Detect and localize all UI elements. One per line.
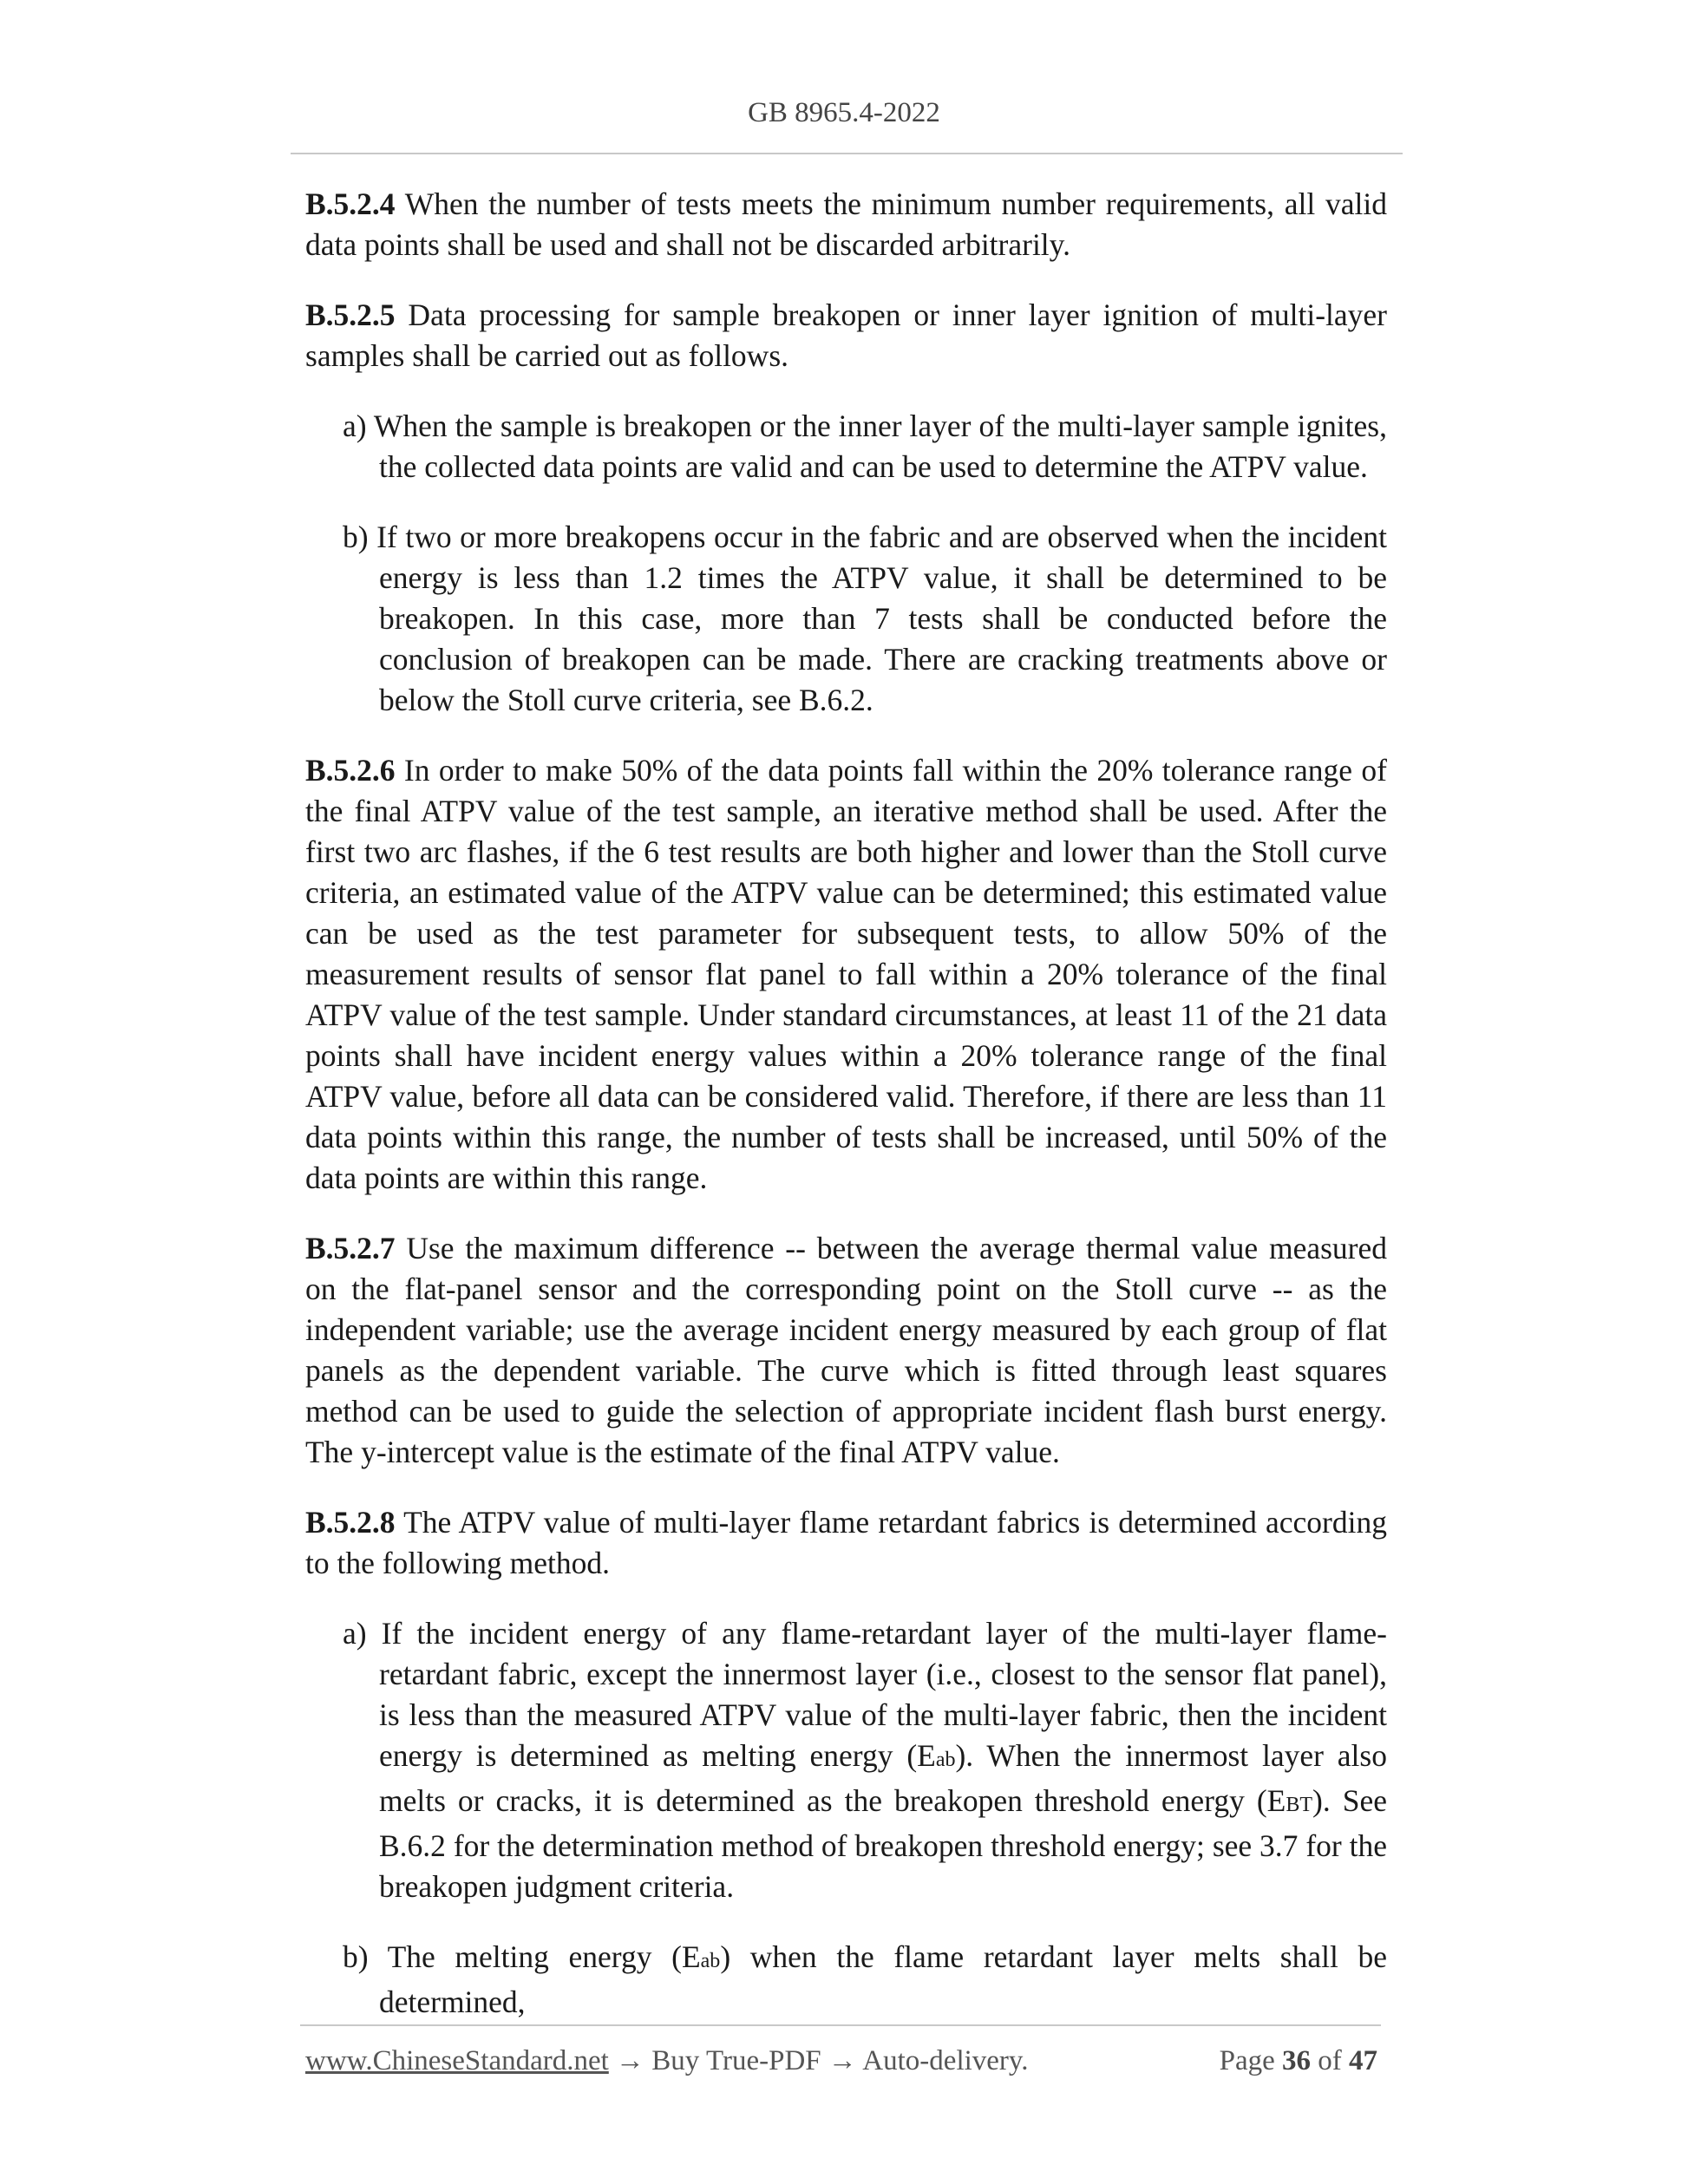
clause-number: B.5.2.4 [305, 186, 396, 221]
subscript-ab: ab [700, 1950, 721, 1972]
document-body [305, 184, 1387, 2023]
clause-b525-item-b: b) If two or more breakopens occur in the fabric and are observed when the incident energy is less than 1.2 times the ATPV value, it shall be determined to be breakopen. In this case, more than 7 tests shall be conducted before the conclusion of breakopen can be made. There are cracking treatments above or below the Stoll curve criteria, see B.6.2. [343, 520, 1387, 717]
clause-b525-item-a: a) When the sample is breakopen or the inner layer of the multi-layer sample ignites, the collected data points are valid and can be used to determine the ATPV value. [343, 409, 1387, 484]
page-number: 36 [1282, 2045, 1311, 2076]
item-text: b) The melting energy (E [343, 1939, 701, 1974]
page-header: GB 8965.4-2022 [748, 97, 940, 128]
footer-promo-text: → Buy True-PDF → Auto-delivery. [608, 2045, 1029, 2076]
subscript-bt: BT [1286, 1794, 1313, 1816]
clause-text: When the number of tests meets the minimum number requirements, all valid data points shall be used and shall not be discarded arbitrarily. [305, 186, 1387, 262]
header-divider [291, 153, 1403, 154]
clause-b524 [305, 184, 1387, 265]
clause-b527 [305, 1228, 1387, 1473]
clause-text: The ATPV value of multi-layer flame retardant fabrics is determined according to the following method. [305, 1505, 1387, 1580]
clause-b528-item-a [305, 1613, 1387, 1907]
of-word: of [1311, 2045, 1349, 2076]
subscript-ab: ab [935, 1749, 956, 1771]
item-text: ). When the innermost layer also melts or cracks, it is determined as the breakopen threshold energy (E [379, 1738, 1387, 1818]
clause-number: B.5.2.5 [305, 298, 396, 332]
item-text: ). See B.6.2 for the determination method of breakopen threshold energy; see 3.7 for the breakopen judgment criteria. [379, 1783, 1387, 1904]
clause-number: B.5.2.7 [305, 1231, 396, 1265]
clause-b528-item-b [305, 1937, 1387, 2023]
clause-text: Data processing for sample breakopen or inner layer ignition of multi-layer samples shall be carried out as follows. [305, 298, 1387, 373]
clause-number: B.5.2.8 [305, 1505, 396, 1540]
page-counter [1220, 2045, 1377, 2077]
clause-b526 [305, 750, 1387, 1199]
item-text: ) when the flame retardant layer melts shall be determined, [379, 1939, 1388, 2019]
clause-b525 [305, 295, 1387, 376]
page-word: Page [1219, 2045, 1282, 2076]
footer-divider [300, 2024, 1381, 2026]
page-total: 47 [1349, 2045, 1377, 2076]
page-footer [305, 2045, 1377, 2077]
clause-number: B.5.2.6 [305, 753, 396, 788]
item-text: a) If the incident energy of any flame-retardant layer of the multi-layer flame-retardant fabric, except the innermost layer (i.e., closest to the sensor flat panel), is less than the measured ATPV value of the multi-layer fabric, then the incident energy is determined as melting energy (E [343, 1616, 1387, 1773]
clause-b528 [305, 1502, 1387, 1584]
clause-text: Use the maximum difference -- between the average thermal value measured on the flat-panel sensor and the corresponding point on the Stoll curve -- as the independent variable; use the average incident energy measured by each group of flat panels as the dependent variable. The curve which is fitted through least squares method can be used to guide the selection of appropriate incident flash burst energy. The y-intercept value is the estimate of the final ATPV value. [305, 1231, 1387, 1469]
footer-promo [305, 2045, 1029, 2077]
chinesestandard-link[interactable]: www.ChineseStandard.net [305, 2045, 609, 2076]
clause-text: In order to make 50% of the data points fall within the 20% tolerance range of the final ATPV value of the test sample, an iterative method shall be used. After the first two arc flashes, if the 6 test results are both higher and lower than the Stoll curve criteria, an estimated value of the ATPV value can be determined; this estimated value can be used as the test parameter for subsequent tests, to allow 50% of the measurement results of sensor flat panel to fall within a 20% tolerance of the final ATPV value of the test sample. Under standard circumstances, at least 11 of the 21 data points shall have incident energy values within a 20% tolerance range of the final ATPV value, before all data can be considered valid. Therefore, if there are less than 11 data points within this range, the number of tests shall be increased, until 50% of the data points are within this range. [305, 753, 1387, 1195]
